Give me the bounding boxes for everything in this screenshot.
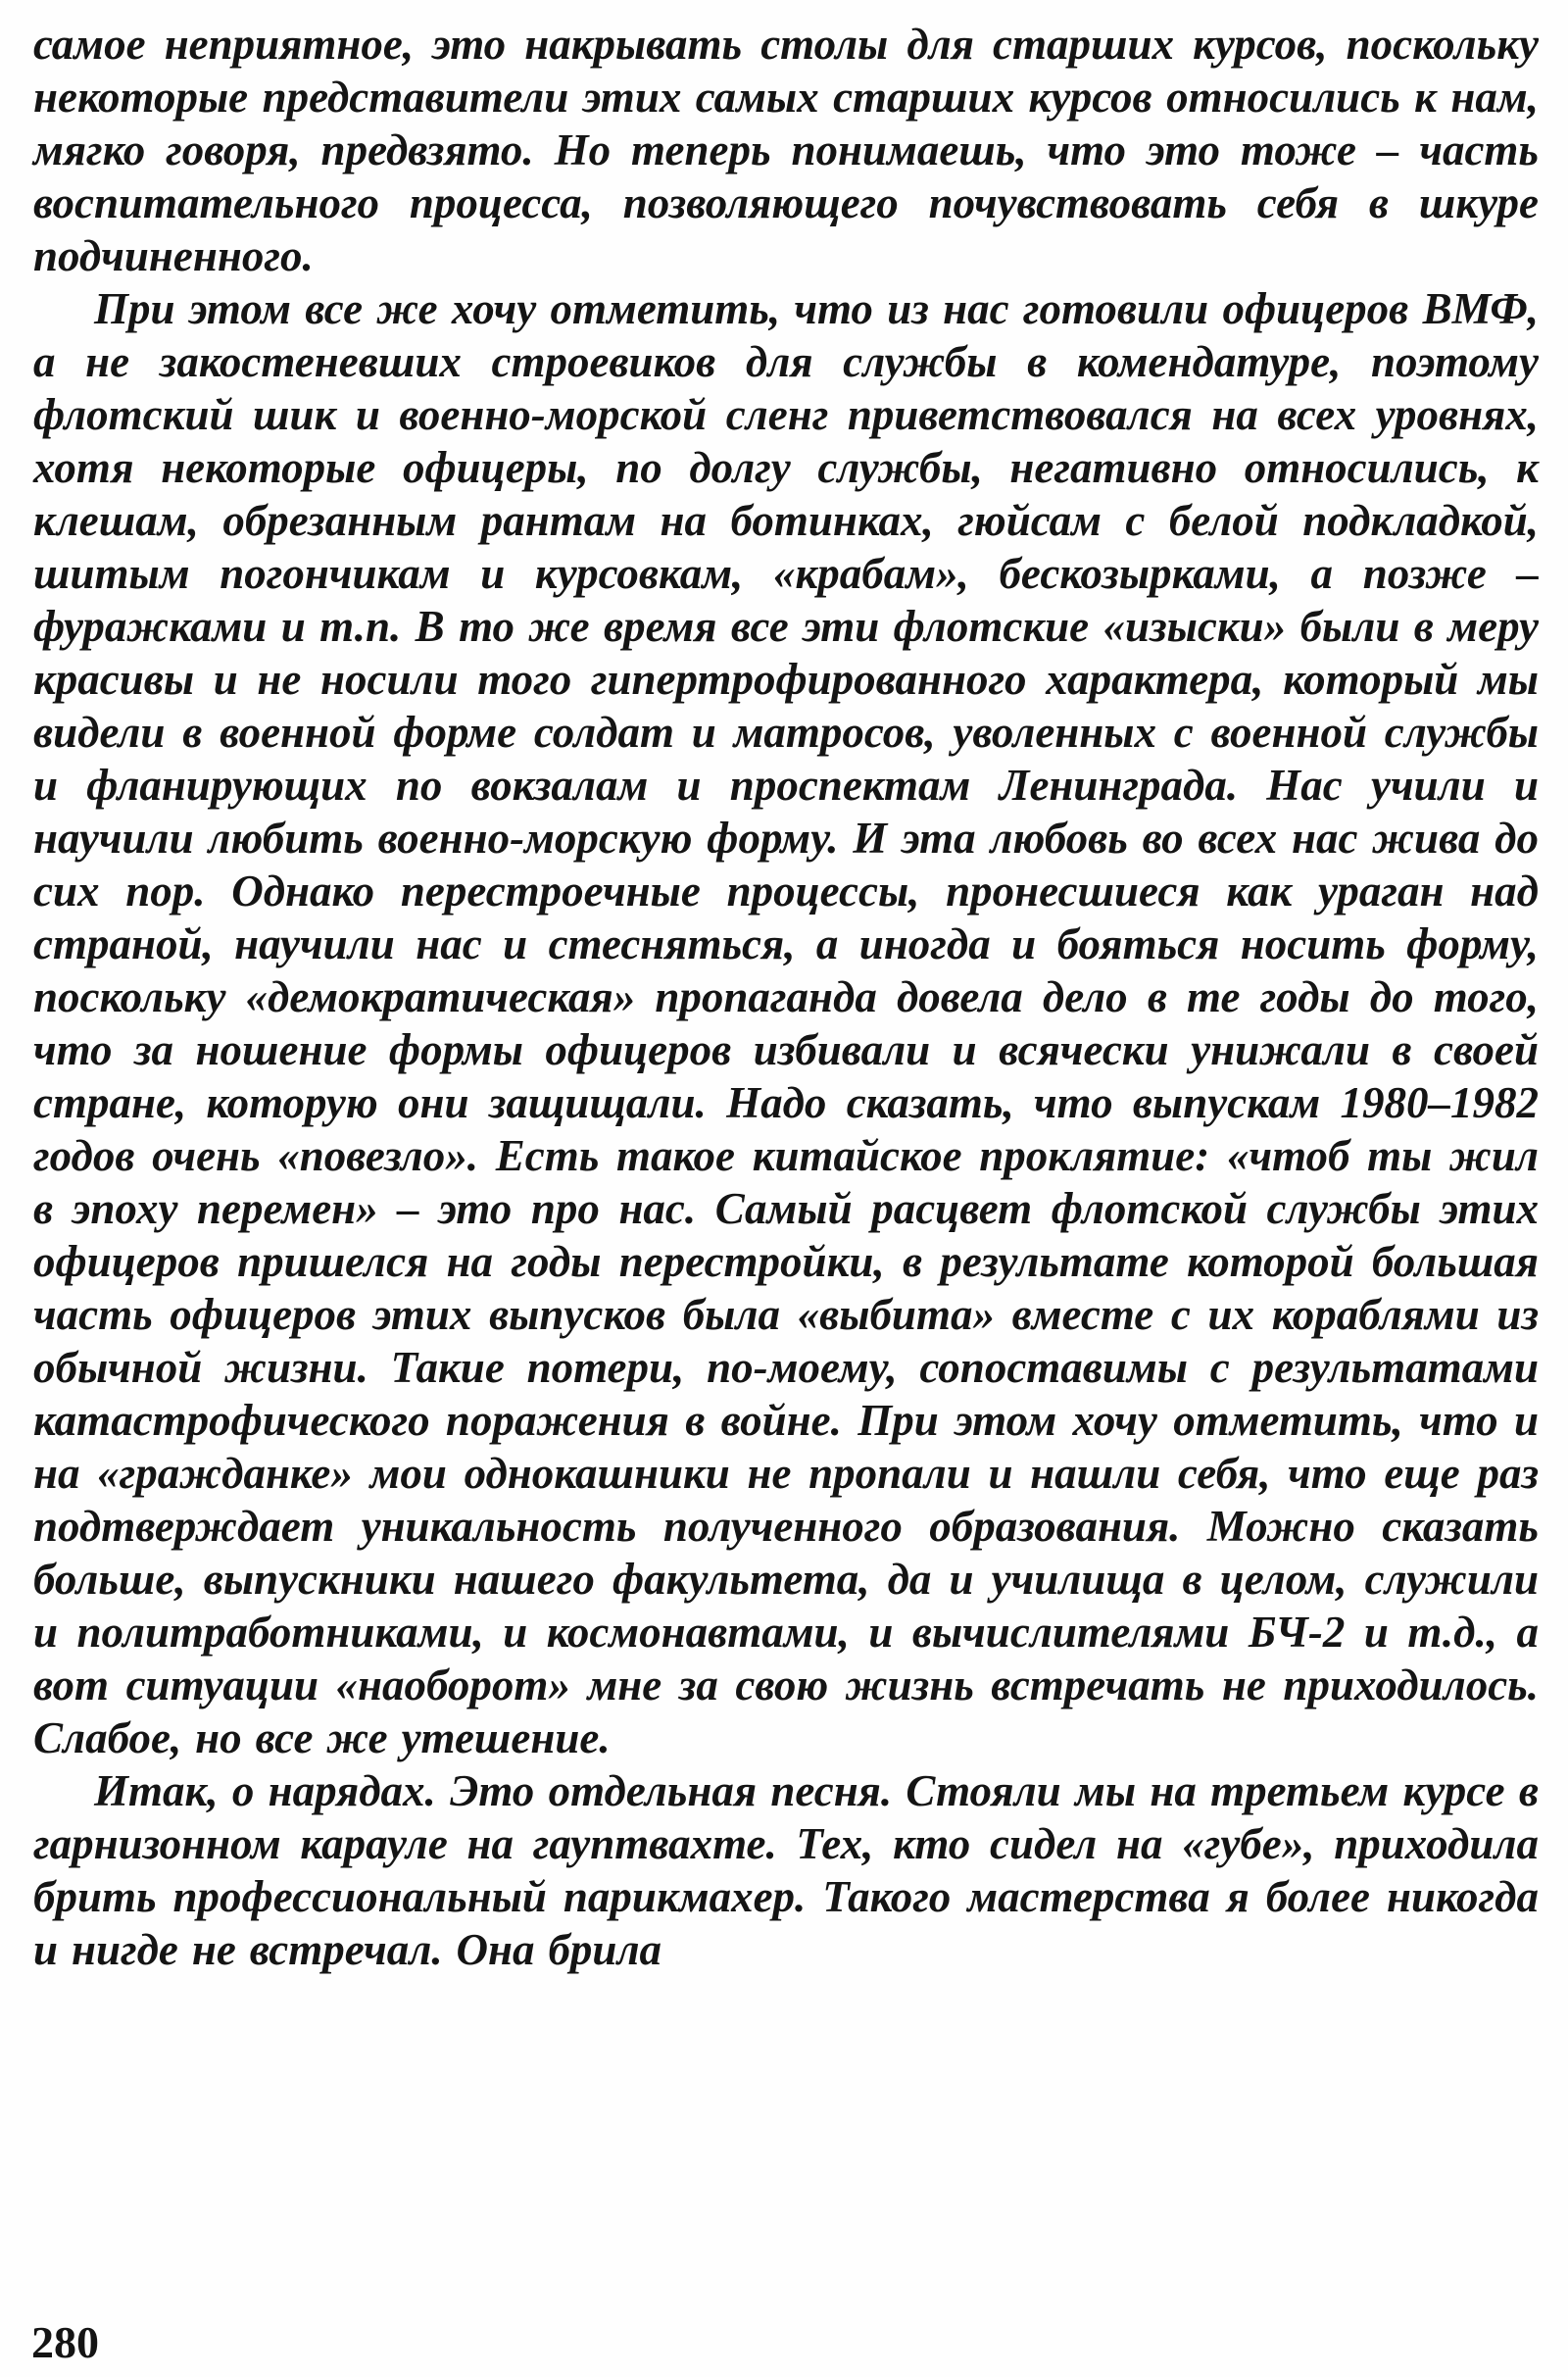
paragraph: Итак, о нарядах. Это отдельная песня. Стояли мы на третьем курсе в гарнизонном карауле на гауптвахте. Тех, кто сидел на «губе», приходила брить профессиональный парикмахер. Такого мастерства я более никогда и нигде не встречал. Она брила	[33, 1766, 1539, 1974]
page-number: 280	[31, 2317, 99, 2367]
paragraph: При этом все же хочу отметить, что из нас готовили офицеров ВМФ, а не закостеневших строевиков для службы в комендатуре, поэтому флотский шик и военно-морской сленг приветствовался на всех уровнях, хотя некоторые офицеры, по долгу службы, негативно относились, к клешам, обрезанным рантам на ботинках, гюйсам с белой подкладкой, шитым погончикам и курсовкам, «крабам», бескозырками, а позже – фуражками и т.п. В то же время все эти флотские «изыски» были в меру красивы и не носили того гипертрофированного характера, который мы видели в военной форме солдат и матросов, уволенных с военной службы и фланирующих по вокзалам и проспектам Ленинграда. Нас учили и научили любить военно-морскую форму. И эта любовь во всех нас жива до сих пор. Однако перестроечные процессы, пронесшиеся как ураган над страной, научили нас и стесняться, а иногда и бояться носить форму, поскольку «демократическая» пропаганда довела дело в те годы до того, что за ношение формы офицеров избивали и всячески унижали в своей стране, которую они защищали. Надо сказать, что выпускам 1980–1982 годов очень «повезло». Есть такое китайское проклятие: «чтоб ты жил в эпоху перемен» – это про нас. Самый расцвет флотской службы этих офицеров пришелся на годы перестройки, в результате которой большая часть офицеров этих выпусков была «выбита» вместе с их кораблями из обычной жизни. Такие потери, по-моему, сопоставимы с результатами катастрофического поражения в войне. При этом хочу отметить, что и на «гражданке» мои однокашники не пропали и нашли себя, что еще раз подтверждает уникальность полученного образования. Можно сказать больше, выпускники нашего факультета, да и училища в целом, служили и политработниками, и космонавтами, и вычислителями БЧ-2 и т.д., а вот ситуации «наоборот» мне за свою жизнь встречать не приходилось. Слабое, но все же утешение.	[33, 284, 1539, 1762]
page-text-block	[33, 18, 1539, 1976]
paragraph-continuation: самое неприятное, это накрывать столы для старших курсов, поскольку некоторые представители этих самых старших курсов относились к нам, мягко говоря, предвзято. Но теперь понимаешь, что это тоже – часть воспитательного процесса, позволяющего почувствовать себя в шкуре подчиненного.	[33, 20, 1539, 280]
